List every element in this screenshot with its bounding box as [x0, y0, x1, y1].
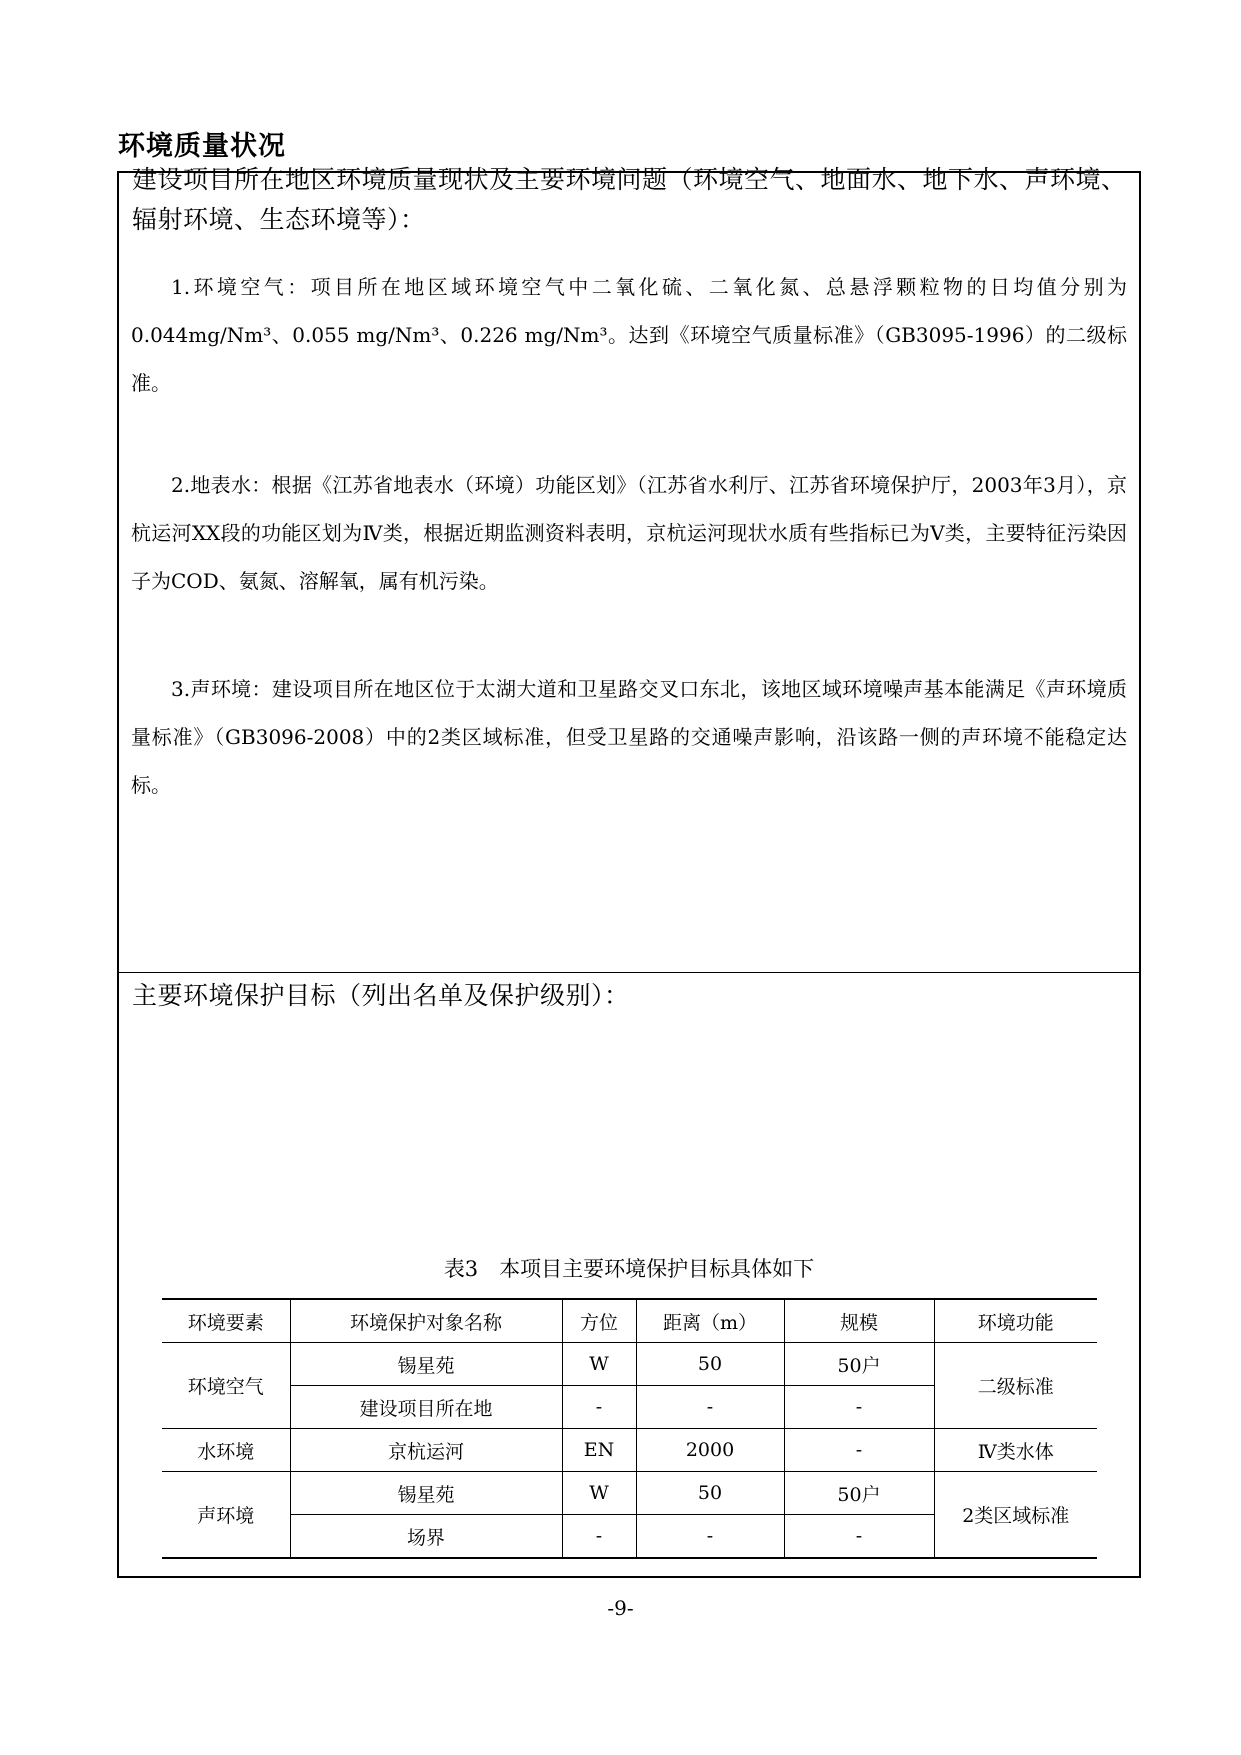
distance-cell: 2000 [636, 1429, 784, 1472]
object-cell: 京杭运河 [290, 1429, 562, 1472]
paragraph-acoustic: 3.声环境：建设项目所在地区位于太湖大道和卫星路交叉口东北，该地区域环境噪声基本能满足《声环境质量标准》（GB3096-2008）中的2类区域标准，但受卫星路的交通噪声影响，沿该路一侧的声环境不能稳定达标。 [131, 677, 1127, 797]
distance-cell: - [636, 1515, 784, 1559]
function-cell: 2类区域标准 [934, 1472, 1097, 1559]
table-header-row [162, 1299, 1097, 1343]
column-header: 环境要素 [162, 1299, 290, 1343]
direction-cell: W [562, 1472, 636, 1515]
table-caption: 表3 本项目主要环境保护目标具体如下 [443, 1257, 815, 1281]
direction-cell: - [562, 1386, 636, 1429]
element-cell: 水环境 [162, 1429, 290, 1472]
distance-cell: - [636, 1386, 784, 1429]
column-header: 环境保护对象名称 [290, 1299, 562, 1343]
page-title: 环境质量状况 [118, 131, 286, 162]
direction-cell: EN [562, 1429, 636, 1472]
section-heading: 主要环境保护目标（列出名单及保护级别）： [132, 981, 630, 1010]
paragraph-air: 1.环境空气：项目所在地区域环境空气中二氧化硫、二氧化氮、总悬浮颗粒物的日均值分别为0.044mg/Nm³、0.055 mg/Nm³、0.226 mg/Nm³。达到《环境空气质量标准》（GB3095-1996）的二级标准。 [131, 275, 1127, 395]
element-cell: 声环境 [162, 1472, 290, 1559]
object-cell: 场界 [290, 1515, 562, 1559]
table-row [162, 1429, 1097, 1472]
column-header: 环境功能 [934, 1299, 1097, 1343]
object-cell: 锡星苑 [290, 1472, 562, 1515]
page-number: -9- [607, 1596, 634, 1620]
environment-quality-section [119, 165, 1139, 973]
distance-cell: 50 [636, 1472, 784, 1515]
function-cell: 二级标准 [934, 1343, 1097, 1429]
function-cell: Ⅳ类水体 [934, 1429, 1097, 1472]
distance-cell: 50 [636, 1343, 784, 1386]
element-cell: 环境空气 [162, 1343, 290, 1429]
column-header: 规模 [784, 1299, 934, 1343]
content-frame [117, 165, 1141, 1578]
column-header: 方位 [562, 1299, 636, 1343]
column-header: 距离（m） [636, 1299, 784, 1343]
scale-cell: 50户 [784, 1343, 934, 1386]
protection-targets-table [162, 1298, 1097, 1559]
direction-cell: - [562, 1515, 636, 1559]
object-cell: 建设项目所在地 [290, 1386, 562, 1429]
scale-cell: - [784, 1386, 934, 1429]
scale-cell: - [784, 1515, 934, 1559]
section-heading: 建设项目所在地区环境质量现状及主要环境问题（环境空气、地面水、地下水、声环境、辐射环境、生态环境等）： [132, 165, 1127, 234]
direction-cell: W [562, 1343, 636, 1386]
protection-targets-section [119, 973, 1139, 1576]
scale-cell: 50户 [784, 1472, 934, 1515]
object-cell: 锡星苑 [290, 1343, 562, 1386]
scale-cell: - [784, 1429, 934, 1472]
paragraph-surface-water: 2.地表水：根据《江苏省地表水（环境）功能区划》（江苏省水利厅、江苏省环境保护厅，2003年3月），京杭运河XX段的功能区划为Ⅳ类，根据近期监测资料表明，京杭运河现状水质有些指标已为Ⅴ类，主要特征污染因子为COD、氨氮、溶解氧，属有机污染。 [131, 473, 1127, 593]
table-row [162, 1472, 1097, 1515]
table-row [162, 1343, 1097, 1386]
